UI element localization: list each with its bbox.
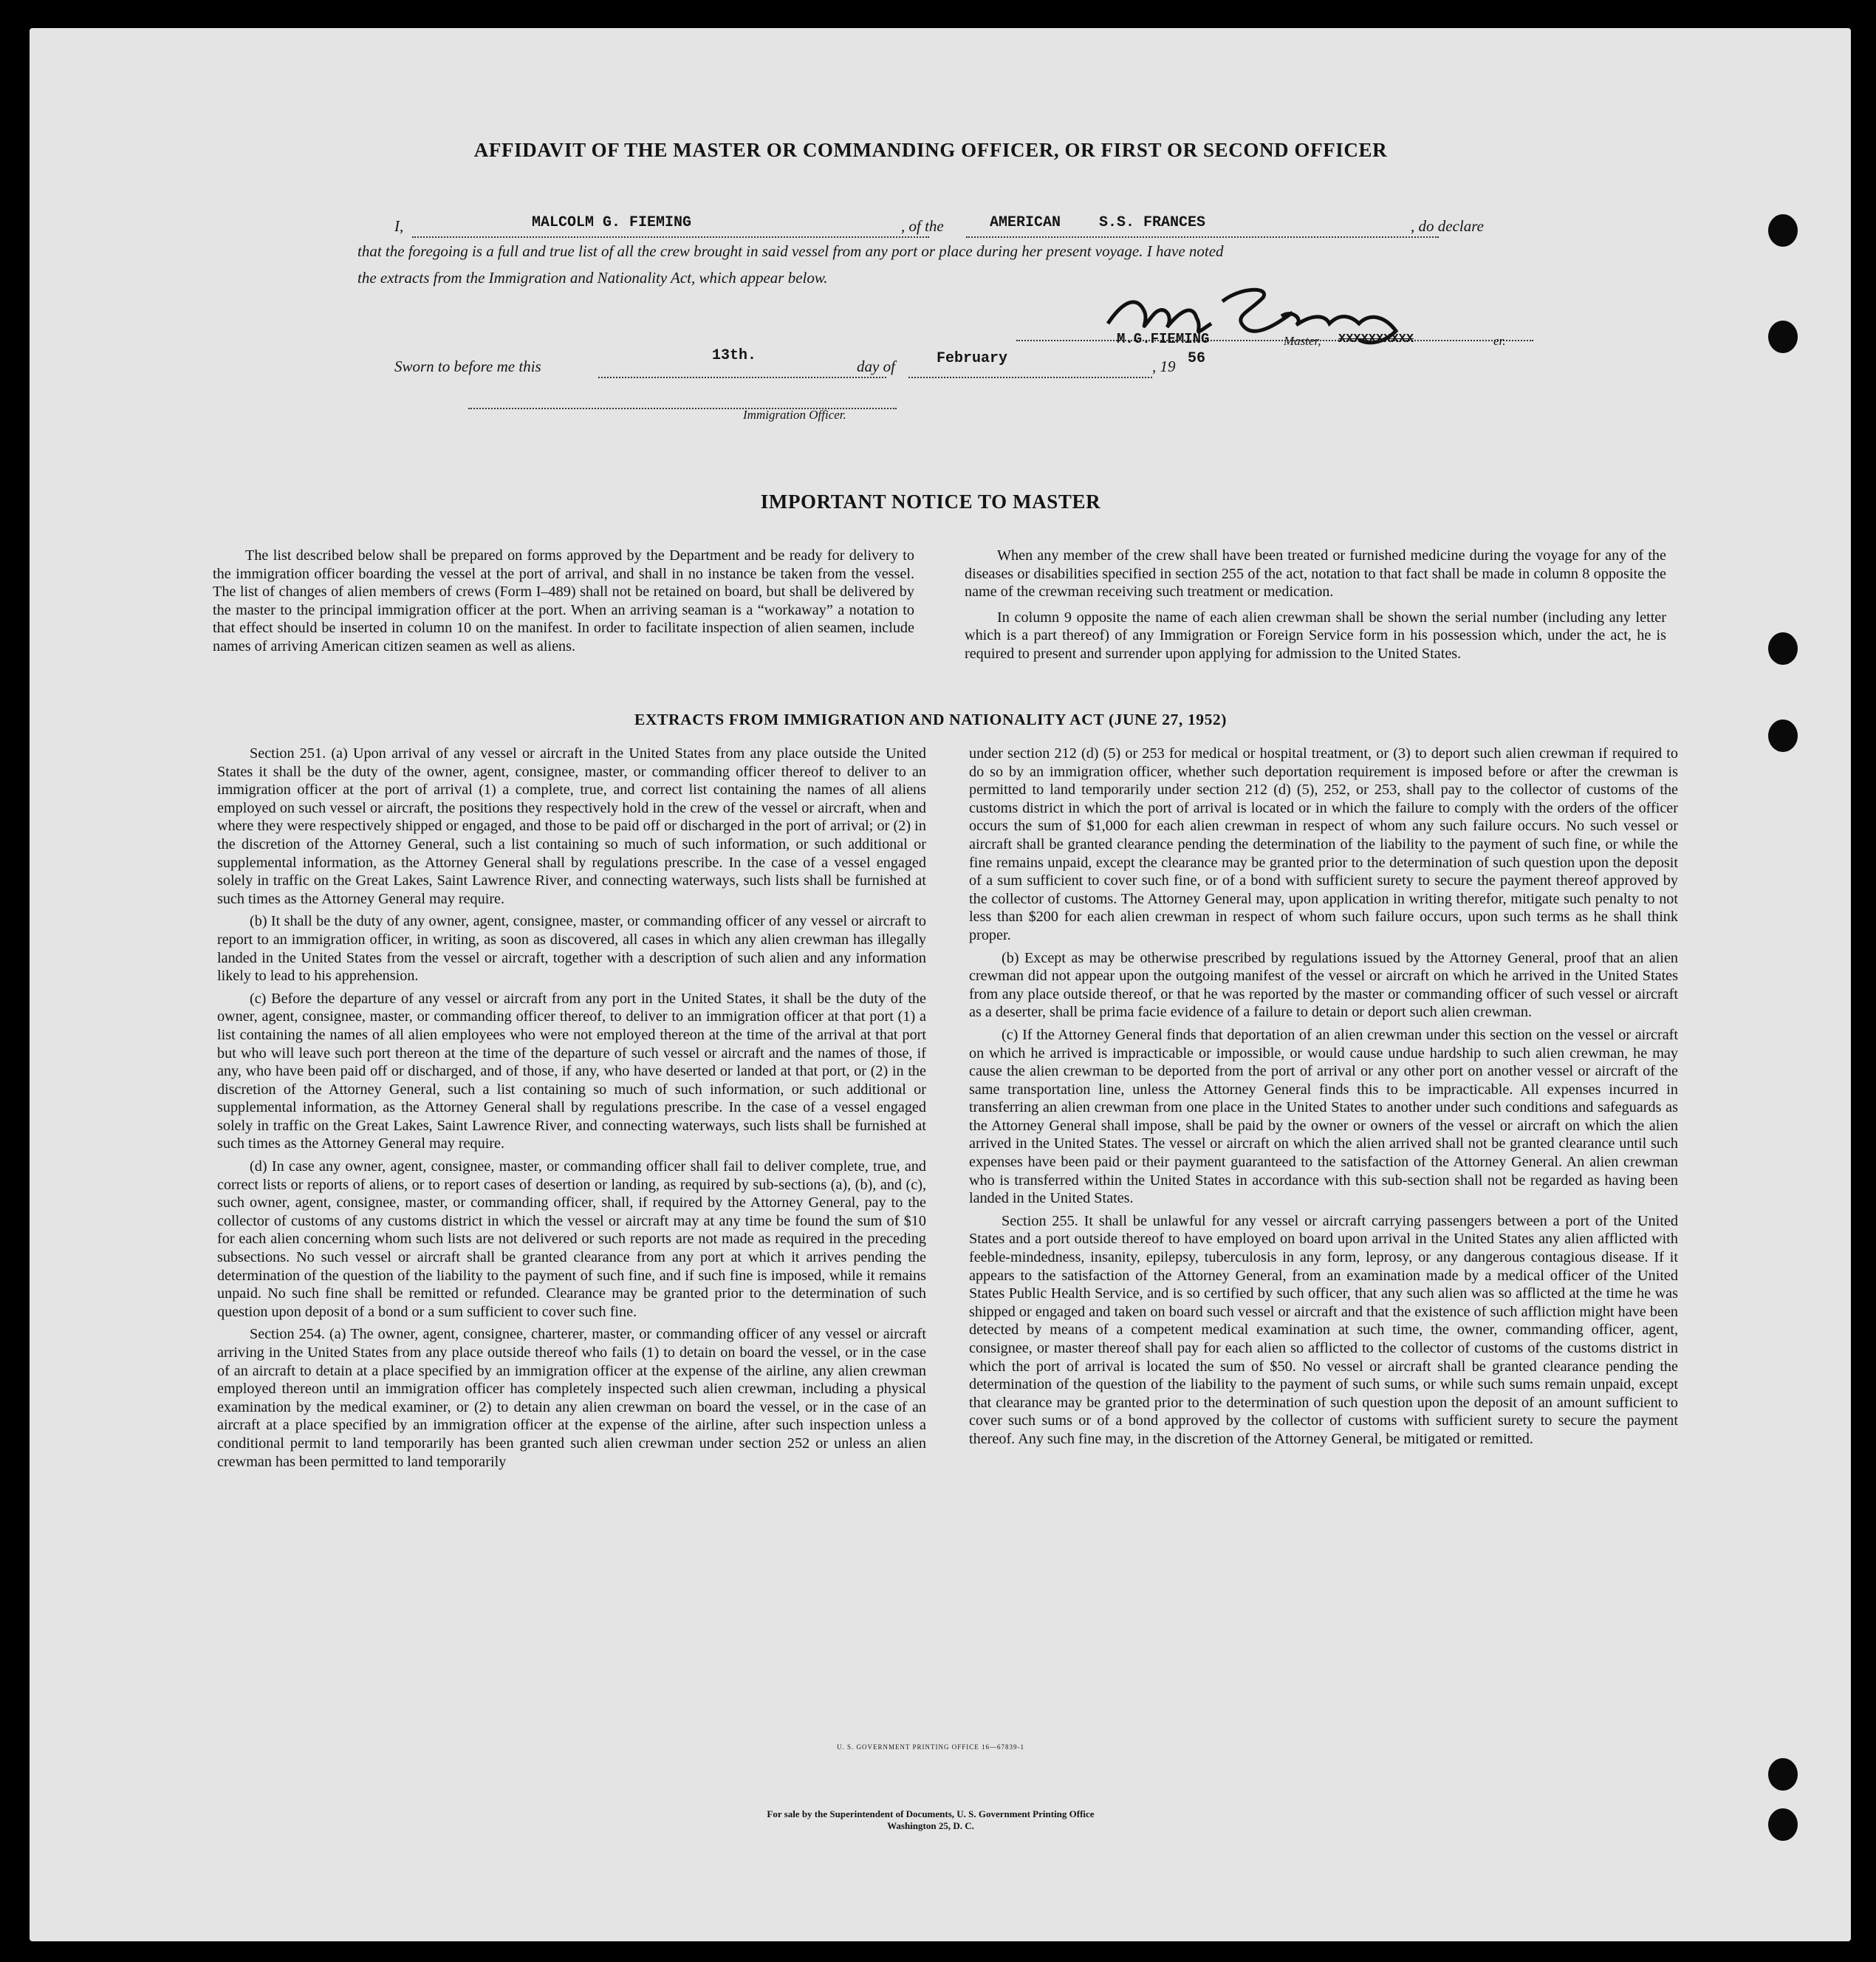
extracts-left-column bbox=[217, 745, 926, 1473]
section-251-d: (d) In case any owner, agent, consignee, master, or commanding officer shall fail to deliver complete, true, and correct lists or reports of aliens, or to report cases of desertion or landing, as required by sub-sections (a), (b), and (c), such owner, agent, consignee, master, or commanding officer, shall, if required by the Attorney General, pay to the collector of customs of any customs district in which the vessel or aircraft may at any time be found the sum of $10 for each alien concerning whom such lists are not delivered or such reports are not made as required in the preceding subsections. No such vessel or aircraft shall be granted clearance from any port at which it arrives pending the determination of the question of the liability to the payment of such fine, and if such fine is imposed, while it remains unpaid. No such fine shall be remitted or refunded. Clearance may be granted prior to the determination of such question upon deposit of a bond or a sum sufficient to cover such fine. bbox=[217, 1158, 926, 1320]
sale-line-1: For sale by the Superintendent of Documents, U. S. Government Printing Office bbox=[767, 1808, 1095, 1819]
section-254-a-continued: under section 212 (d) (5) or 253 for medical or hospital treatment, or (3) to deport such alien crewman if required to do so by an immigration officer, whether such deportation requirement is imposed before or after the crewman is permitted to land temporarily under section 212 (d) (5), 252, or 253, shall pay to the collector of customs of the customs district in which the port of arrival is located or in which the failure to comply with the orders of the officer occurs the sum of $1,000 for each alien crewman in respect of whom any such failure occurs. No such vessel or aircraft shall be granted clearance pending the determination of the liability to the payment of such fine, or while the fine remains unpaid, except the clearance may be granted prior to the determination of such question upon the deposit of a sum sufficient to cover such fine, or of a bond with sufficient surety to secure the payment thereof approved by the collector of customs. The Attorney General may, upon application in writing therefor, mitigate such penalty to not less than $200 for each alien crewman in respect of whom such failure occurs, upon such terms as he shall think proper. bbox=[969, 745, 1678, 943]
section-254-c: (c) If the Attorney General finds that deportation of an alien crewman under this section on the vessel or aircraft on which he arrived is impracticable or impossible, or would cause undue hardship to such alien crewman, he may cause the alien crewman to be deported from the port of arrival or any other port on another vessel or aircraft of the same transportation line, unless the Attorney General finds this to be impracticable. All expenses incurred in transferring an alien crewman from one place in the United States to another under such conditions and safeguards as the Attorney General shall impose, shall be paid by the owner or owners of the vessel or aircraft on which the alien arrived in the United States. The vessel or aircraft on which the alien arrived shall not be granted clearance until such expenses have been paid or their payment guaranteed to the satisfaction of the Attorney General. An alien crewman who is transferred within the United States in accordance with this sub-section shall not be regarded as having been landed in the United States. bbox=[969, 1026, 1678, 1207]
section-254-a: Section 254. (a) The owner, agent, consignee, charterer, master, or commanding officer of any vessel or aircraft arriving in the United States from any place outside thereof who fails (1) to detain on board the vessel, or in the case of an aircraft to detain at a place specified by an immigration officer at the expense of the airline, any alien crewman employed thereon until an immigration officer has completely inspected such alien crewman, including a physical examination by the medical examiner, or (2) to detain any alien crewman on board the vessel, or in the case of an aircraft at a place specified by an immigration officer at the expense of the airline, after such inspection unless a conditional permit to land temporarily has been granted such alien crewman under section 252 or unless an alien crewman has been permitted to land temporarily bbox=[217, 1326, 926, 1470]
year-prefix: , 19 bbox=[1152, 358, 1176, 375]
master-label: Master, bbox=[1284, 334, 1321, 348]
sworn-month: February bbox=[937, 350, 1008, 367]
sworn-year: 56 bbox=[1188, 350, 1206, 367]
section-251-b: (b) It shall be the duty of any owner, agent, consignee, master, or commanding officer of any vessel or aircraft to report to an immigration officer, in writing, as soon as discovered, all cases in which any alien crewman has illegally landed in the United States from the vessel or aircraft, together with a description of such alien and any information likely to lead to his apprehension. bbox=[217, 913, 926, 985]
punch-hole bbox=[1768, 632, 1798, 665]
section-255: Section 255. It shall be unlawful for any vessel or aircraft carrying passengers between a port of the United States and a port outside thereof to have employed on board upon arrival in the United States any alien afflicted with feeble-mindedness, insanity, epilepsy, tuberculosis in any form, leprosy, or any dangerous contagious disease. If it appears to the satisfaction of the Attorney General, from an examination made by a medical officer of the United States Public Health Service, and is so certified by such officer, that any such alien was so afflicted at the time he was shipped or engaged and taken on board such vessel or aircraft and that the existence of such affliction might have been detected by means of a competent medical examination at such time, the owner, commanding officer, agent, consignee, or master thereof shall pay for each alien so afflicted to the collector of customs of the customs district in which the port of arrival is located the sum of $50. No vessel or aircraft shall be granted clearance pending the determination of the question of the liability to the payment of such sums, or while such sums remain unpaid, except that clearance may be granted prior to the determination of such question upon the deposit of an amount sufficient to cover such sums or of a bond approved by the collector of customs with sufficient surety to secure the payment thereof. Any such fine may, in the discretion of the Attorney General, be mitigated or remitted. bbox=[969, 1212, 1678, 1447]
notice-right-paragraph-1: When any member of the crew shall have been treated or furnished medicine during the voyage for any of the diseases or disabilities specified in section 255 of the act, notation to that fact shall be made in column 8 opposite the name of the crewman receiving such treatment or medication. bbox=[965, 547, 1666, 601]
punch-hole bbox=[1768, 214, 1798, 247]
typed-signature: M.G.FIEMING bbox=[1117, 331, 1210, 347]
do-declare-label: , do declare bbox=[1411, 217, 1484, 235]
of-the-label: , of the bbox=[901, 217, 944, 235]
document-page bbox=[30, 28, 1851, 1941]
vessel-nationality: AMERICAN bbox=[990, 214, 1061, 231]
section-251-c: (c) Before the departure of any vessel or aircraft from any port in the United States, it shall be the duty of the owner, agent, consignee, master, or commanding officer thereof, to deliver to an immigration officer at that port (1) a list containing the names of all alien employees who were not employed thereon at the time of the arrival at that port but who will leave such port thereon at the time of the departure of such vessel or aircraft and the names of those, if any, who have been paid off or discharged, and of those, if any, who have deserted or landed at that port, or (2) in the discretion of the Attorney General, such a list containing so much of such information, or such additional or supplemental information, as the Attorney General shall by regulations prescribe. In the case of a vessel engaged solely in traffic on the Great Lakes, Saint Lawrence River, and connecting waterways, such lists shall be furnished at such times as the Attorney General may require. bbox=[217, 990, 926, 1152]
notice-right-column bbox=[965, 547, 1666, 666]
notice-left-column bbox=[213, 547, 914, 658]
punch-hole bbox=[1768, 321, 1798, 353]
notice-title: IMPORTANT NOTICE TO MASTER bbox=[760, 490, 1101, 513]
extracts-right-column bbox=[969, 745, 1678, 1451]
notice-left-paragraph: The list described below shall be prepared on forms approved by the Department and be ready for delivery to the immigration officer boarding the vessel at the port of arrival, and shall in no instance be taken from the vessel. The list of changes of alien members of crews (Form I–489) shall not be retained on board, but shall be delivered by the master to the principal immigration officer at the port. When an arriving seaman is a “workaway” a notation to that effect should be inserted in column 10 on the manifest. In order to facilitate inspection of alien seamen, include names of arriving American citizen seamen as well as aliens. bbox=[213, 547, 914, 654]
day-of-label: day of bbox=[857, 358, 895, 375]
affidavit-title: AFFIDAVIT OF THE MASTER OR COMMANDING OFFICER, OR FIRST OR SECOND OFFICER bbox=[473, 139, 1388, 161]
struck-officer-title: XXXXXXXXXX bbox=[1338, 332, 1414, 346]
declarant-name: MALCOLM G. FIEMING bbox=[532, 214, 692, 231]
affidavit-line-2: that the foregoing is a full and true list of all the crew brought in said vessel from any port or place during her present voyage. I have noted bbox=[357, 242, 1224, 260]
punch-hole bbox=[1768, 1808, 1798, 1841]
punch-hole bbox=[1768, 1758, 1798, 1791]
punch-hole bbox=[1768, 719, 1798, 752]
officer-suffix: er. bbox=[1493, 334, 1506, 348]
sworn-label: Sworn to before me this bbox=[394, 358, 541, 375]
sworn-day: 13th. bbox=[712, 347, 757, 364]
declarant-prefix: I, bbox=[394, 217, 404, 235]
immigration-officer-label: Immigration Officer. bbox=[743, 408, 846, 422]
signature-line bbox=[1016, 331, 1533, 341]
sale-line-2: Washington 25, D. C. bbox=[887, 1820, 974, 1831]
printer-imprint: U. S. GOVERNMENT PRINTING OFFICE 16—67839-1 bbox=[836, 1743, 1025, 1751]
section-251-a: Section 251. (a) Upon arrival of any vessel or aircraft in the United States from any place outside the United States it shall be the duty of the owner, agent, consignee, master, or commanding officer thereof to deliver to an immigration officer at the port of arrival (1) a complete, true, and correct list containing the names of all aliens employed on such vessel or aircraft, the positions they respectively hold in the crew of the vessel or aircraft, when and where they were respectively shipped or engaged, and those to be paid off or discharged in the port of arrival; or (2) in the discretion of the Attorney General, such a list containing so much of such information, or such additional or supplemental information, as the Attorney General shall by regulations prescribe. In the case of a vessel engaged solely in traffic on the Great Lakes, Saint Lawrence River, and connecting waterways, such lists shall be furnished at such times as the Attorney General may require. bbox=[217, 745, 926, 907]
notice-right-paragraph-2: In column 9 opposite the name of each alien crewman shall be shown the serial number (including any letter which is a part thereof) of any Immigration or Foreign Service form in his possession which, under the act, he is required to present and surrender upon applying for admission to the United States. bbox=[965, 609, 1666, 662]
extracts-title: EXTRACTS FROM IMMIGRATION AND NATIONALITY ACT (JUNE 27, 1952) bbox=[634, 711, 1228, 728]
vessel-name: S.S. FRANCES bbox=[1099, 214, 1206, 231]
affidavit-line-3: the extracts from the Immigration and Nationality Act, which appear below. bbox=[357, 269, 828, 287]
section-254-b: (b) Except as may be otherwise prescribed by regulations issued by the Attorney General, proof that an alien crewman did not appear upon the outgoing manifest of the vessel or aircraft on which he arrived in the United States from any place outside thereof, or that he was reported by the master or commanding officer of such vessel or aircraft as a deserter, shall be prima facie evidence of a failure to detain or deport such alien crewman. bbox=[969, 949, 1678, 1021]
